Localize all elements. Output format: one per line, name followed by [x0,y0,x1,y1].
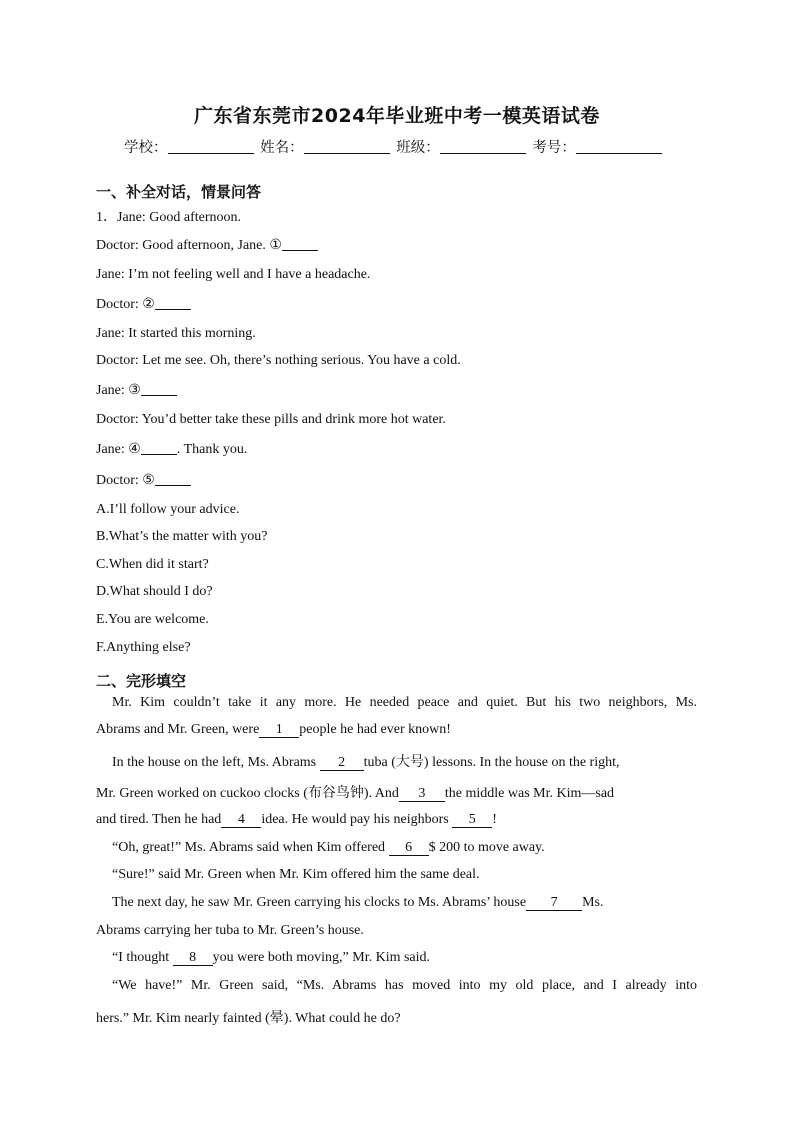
class-blank[interactable] [440,139,526,154]
speaker: Jane: [96,326,125,341]
passage-line [96,782,614,802]
option-c: C.When did it start? [96,557,209,572]
passage-line [96,812,497,828]
passage-text: ! [492,812,497,827]
speaker: Doctor: [96,238,139,253]
passage-text: Mr. Green worked on cuckoo clocks (布谷鸟钟). And [96,786,399,801]
dialogue-line-6 [96,353,461,369]
passage-text: $ 200 to move away. [428,840,545,855]
cloze-blank-2[interactable]: 2 [320,756,364,771]
passage-line: Mr. Kim couldn’t take it any more. He needed peace and quiet. But his two neighbors, Ms. [112,695,697,710]
option-d: D.What should I do? [96,584,213,599]
speaker: Jane: [96,442,125,457]
dialogue-line-1 [96,206,241,226]
blank-marker: ⑤ [142,473,155,488]
speaker: Doctor: [96,353,139,368]
answer-blank[interactable] [155,296,191,310]
blank-marker: ④ [128,442,141,457]
option-e: E.You are welcome. [96,612,209,627]
section2-heading: 二、完形填空 [96,672,187,690]
dialogue-text: Let me see. Oh, there’s nothing serious. You have a cold. [142,353,461,368]
passage-text: you were both moving,” Mr. Kim said. [212,950,431,965]
dialogue-line-10 [96,472,191,489]
speaker: Doctor: [96,412,139,427]
passage-text: idea. He would pay his neighbors [261,812,449,827]
option-a: A.I’ll follow your advice. [96,502,240,517]
dialogue-text: It started this morning. [128,326,256,341]
option-b: B.What’s the matter with you? [96,529,268,544]
passage-text: In the house on the left, Ms. Abrams [112,755,317,770]
cloze-blank-1[interactable]: 1 [259,723,299,738]
speaker: Doctor: [96,297,139,312]
dialogue-text: I’m not feeling well and I have a headache. [128,267,371,282]
name-label: 姓名： [260,140,304,156]
name-blank[interactable] [304,139,390,154]
answer-blank[interactable] [155,472,191,486]
class-label: 班级： [396,140,440,156]
passage-line [112,840,545,856]
answer-blank[interactable] [141,441,177,455]
speaker: Doctor: [96,473,139,488]
passage-line [96,722,451,738]
dialogue-line-7 [96,382,177,399]
speaker: Jane: [96,267,125,282]
passage-text: “I thought [112,950,170,965]
passage-line: Abrams carrying her tuba to Mr. Green’s house. [96,923,364,938]
dialogue-line-4 [96,296,191,313]
passage-text: Ms. [582,895,604,910]
answer-blank[interactable] [282,237,318,251]
school-label: 学校： [124,140,168,156]
blank-marker: ② [142,297,155,312]
dialogue-line-8 [96,412,446,428]
school-blank[interactable] [168,139,254,154]
answer-blank[interactable] [141,382,177,396]
cloze-blank-5[interactable]: 5 [452,813,492,828]
passage-line: “Sure!” said Mr. Green when Mr. Kim offered him the same deal. [112,867,480,882]
cloze-blank-7[interactable]: 7 [526,896,582,911]
speaker: Jane: [96,383,125,398]
passage-line [112,751,620,771]
passage-line [112,950,430,966]
passage-line: “We have!” Mr. Green said, “Ms. Abrams has moved into my old place, and I already into [112,978,697,993]
dialogue-text: Good afternoon, Jane. [142,238,266,253]
section1-heading: 一、补全对话，情景问答 [96,183,262,201]
passage-text: tuba (大号) lessons. In the house on the right, [363,755,620,770]
exam-title: 广东省东莞市2024年毕业班中考一模英语试卷 [194,105,600,127]
number-blank[interactable] [576,139,662,154]
dialogue-line-9 [96,441,247,458]
cloze-blank-8[interactable]: 8 [173,951,213,966]
blank-marker: ③ [128,383,141,398]
speaker: 1．Jane: [96,210,146,225]
passage-text: Abrams and Mr. Green, were [96,722,260,737]
cloze-blank-4[interactable]: 4 [221,813,261,828]
student-info-line [124,136,684,157]
passage-text: the middle was Mr. Kim—sad [444,786,615,801]
dialogue-text: You’d better take these pills and drink more hot water. [141,412,446,427]
cloze-blank-6[interactable]: 6 [389,841,429,856]
number-label: 考号： [532,140,576,156]
passage-text: and tired. Then he had [96,812,222,827]
blank-marker: ① [269,238,282,253]
passage-text: The next day, he saw Mr. Green carrying his clocks to Ms. Abrams’ house [112,895,527,910]
passage-text: “Oh, great!” Ms. Abrams said when Kim offered [112,840,386,855]
dialogue-text: . Thank you. [176,442,248,457]
option-f: F.Anything else? [96,640,191,655]
passage-line [112,895,603,911]
dialogue-line-3 [96,267,370,283]
dialogue-text: Good afternoon. [149,210,242,225]
passage-line: hers.” Mr. Kim nearly fainted (晕). What could he do? [96,1011,401,1026]
passage-text: people he had ever known! [299,722,451,737]
dialogue-line-2 [96,237,318,254]
dialogue-line-5 [96,326,256,342]
cloze-blank-3[interactable]: 3 [399,787,445,802]
